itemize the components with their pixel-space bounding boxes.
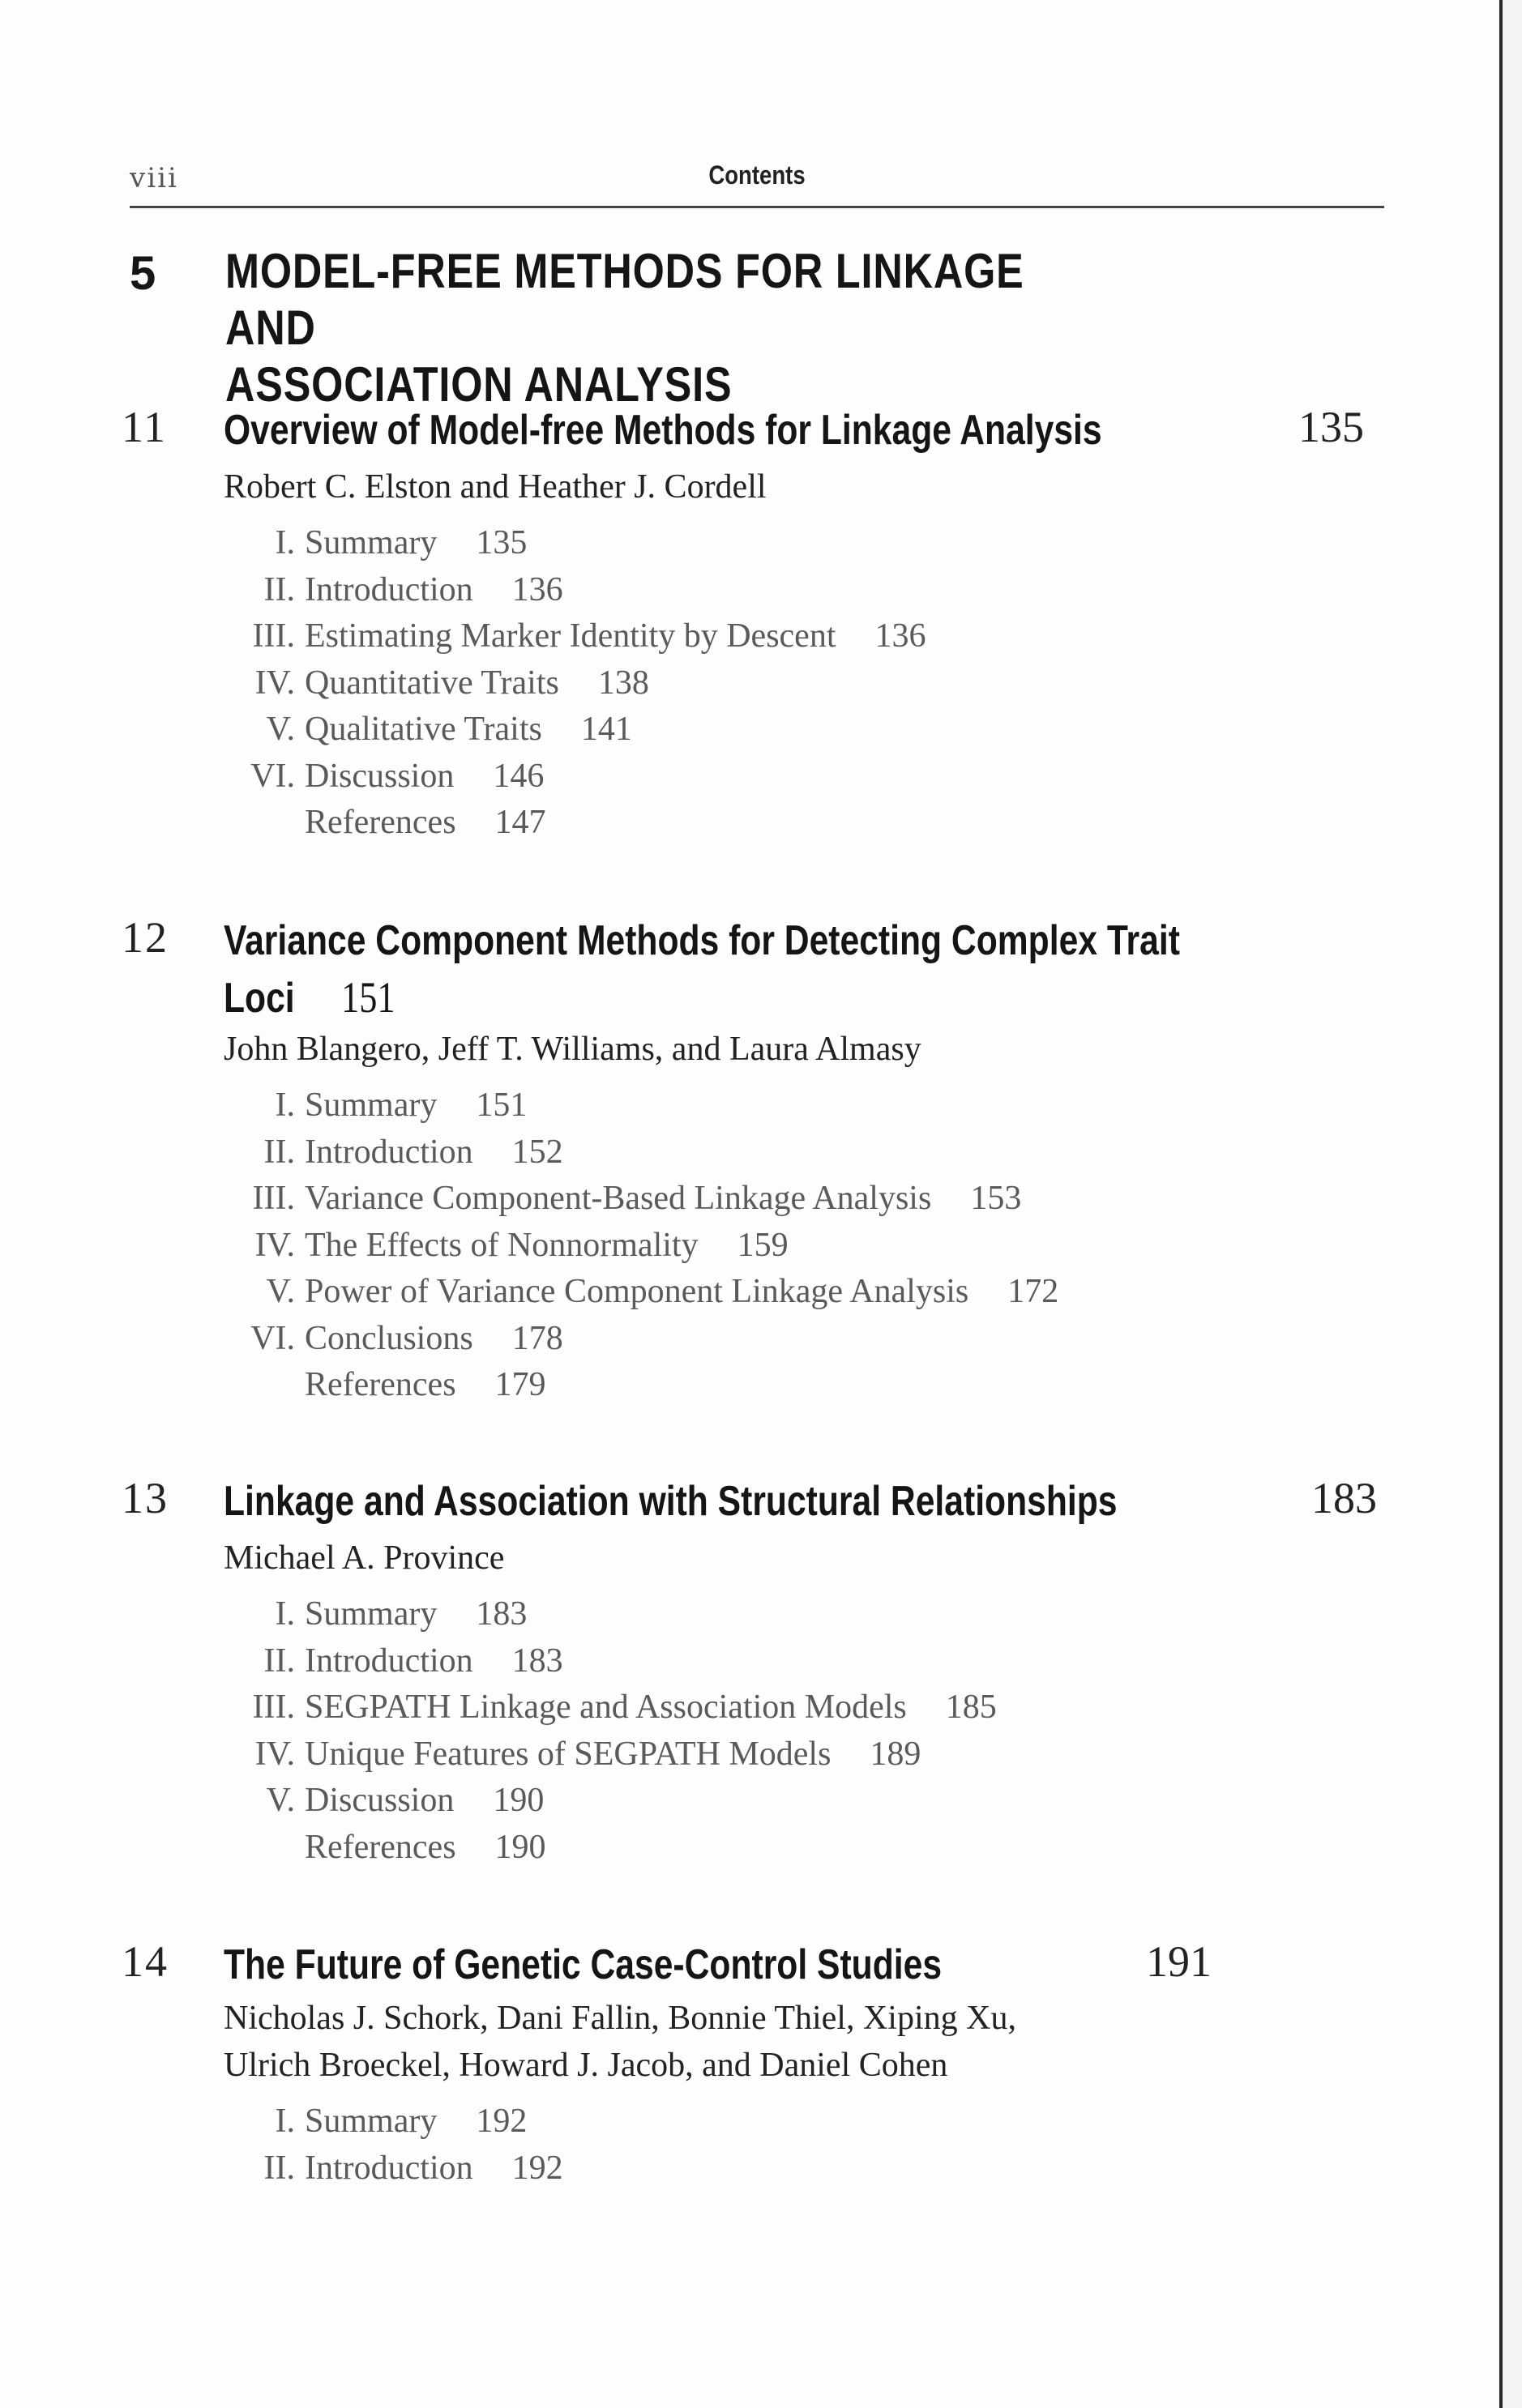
chapter-page: 151 bbox=[341, 973, 395, 1022]
folio: viii bbox=[130, 162, 178, 194]
chapter-title bbox=[224, 912, 1327, 1027]
page-margin bbox=[1503, 0, 1522, 2408]
chapter-number: 13 bbox=[122, 1474, 169, 1522]
chapter-authors-line-1: Nicholas J. Schork, Dani Fallin, Bonnie Thiel, Xiping Xu, bbox=[224, 2000, 1016, 2037]
running-header bbox=[130, 160, 1384, 206]
chapter-page: 135 bbox=[1298, 403, 1364, 451]
chapter-page: 183 bbox=[1311, 1474, 1377, 1522]
header-rule bbox=[130, 206, 1384, 208]
book-page: viii Contents 5 MODEL-FREE METHODS FOR LINKAGE AND ASSOCIATION ANALYSIS 11 Overview of Model-free Methods for Linkage Analysis 135 Robert C. Elston and Heather J. Cordell I. Summary 135 II. Introduction 136 III. Estimating Marker Identity by Descent 136 IV. Quantitative Traits 138 V. Qualitative Traits 141 VI. Discussion 146 References 147 12 Variance Component Methods for Detecting Complex Trait Loci 151 John Blangero, Jeff T. Williams, and Laura Almasy I. Summary 151 II. Introduction 152 III. Variance Component-Based Linkage Analysis 153 IV. The Effects of Nonnormality 159 V. Power of Variance Component Linkage Analysis 172 VI. Conclusions 178 References 179 13 Linkage and Association with Structural Relationships 183 Michael A. Province I. Summary 183 II. Introduction 183 III. SEGPATH Linkage and Association Models 185 IV. Unique Features of SEGPATH Models 189 V. Discussion 190 References 190 14 The Future of Genetic Case-Control Studies 191 Nicholas J. Schork, Dani Fallin, Bonnie Thiel, Xiping Xu, Ulrich Broeckel, Howard J. Jacob, and Daniel Cohen I. Summary 192 II. Introduction 192 bbox=[0, 0, 1499, 2408]
chapter-title: Linkage and Association with Structural Relationships bbox=[224, 1478, 1118, 1525]
chapter-authors: John Blangero, Jeff T. Williams, and Laura Almasy bbox=[224, 1031, 921, 1068]
chapter-title-line-1: Variance Component Methods for Detecting Complex Trait bbox=[224, 917, 1180, 964]
chapter-page: 191 bbox=[1146, 1937, 1212, 1986]
part-title-line-1: MODEL-FREE METHODS FOR LINKAGE AND bbox=[225, 244, 1024, 355]
part-number: 5 bbox=[130, 247, 156, 300]
chapter-title-line-2: Loci bbox=[224, 975, 295, 1022]
chapter-authors bbox=[224, 1995, 1016, 2089]
chapter-title: Overview of Model-free Methods for Linkage Analysis bbox=[224, 407, 1102, 454]
chapter-authors: Robert C. Elston and Heather J. Cordell bbox=[224, 468, 767, 506]
chapter-authors-line-2: Ulrich Broeckel, Howard J. Jacob, and Daniel Cohen bbox=[224, 2047, 948, 2084]
chapter-title: The Future of Genetic Case-Control Studies bbox=[224, 1941, 943, 1988]
part-title bbox=[225, 243, 1110, 413]
running-title: Contents bbox=[708, 160, 806, 190]
chapter-number: 11 bbox=[122, 403, 167, 451]
chapter-number: 14 bbox=[122, 1937, 169, 1986]
part-title-line-2: ASSOCIATION ANALYSIS bbox=[225, 357, 733, 412]
chapter-authors: Michael A. Province bbox=[224, 1539, 505, 1577]
chapter-number: 12 bbox=[122, 913, 169, 962]
